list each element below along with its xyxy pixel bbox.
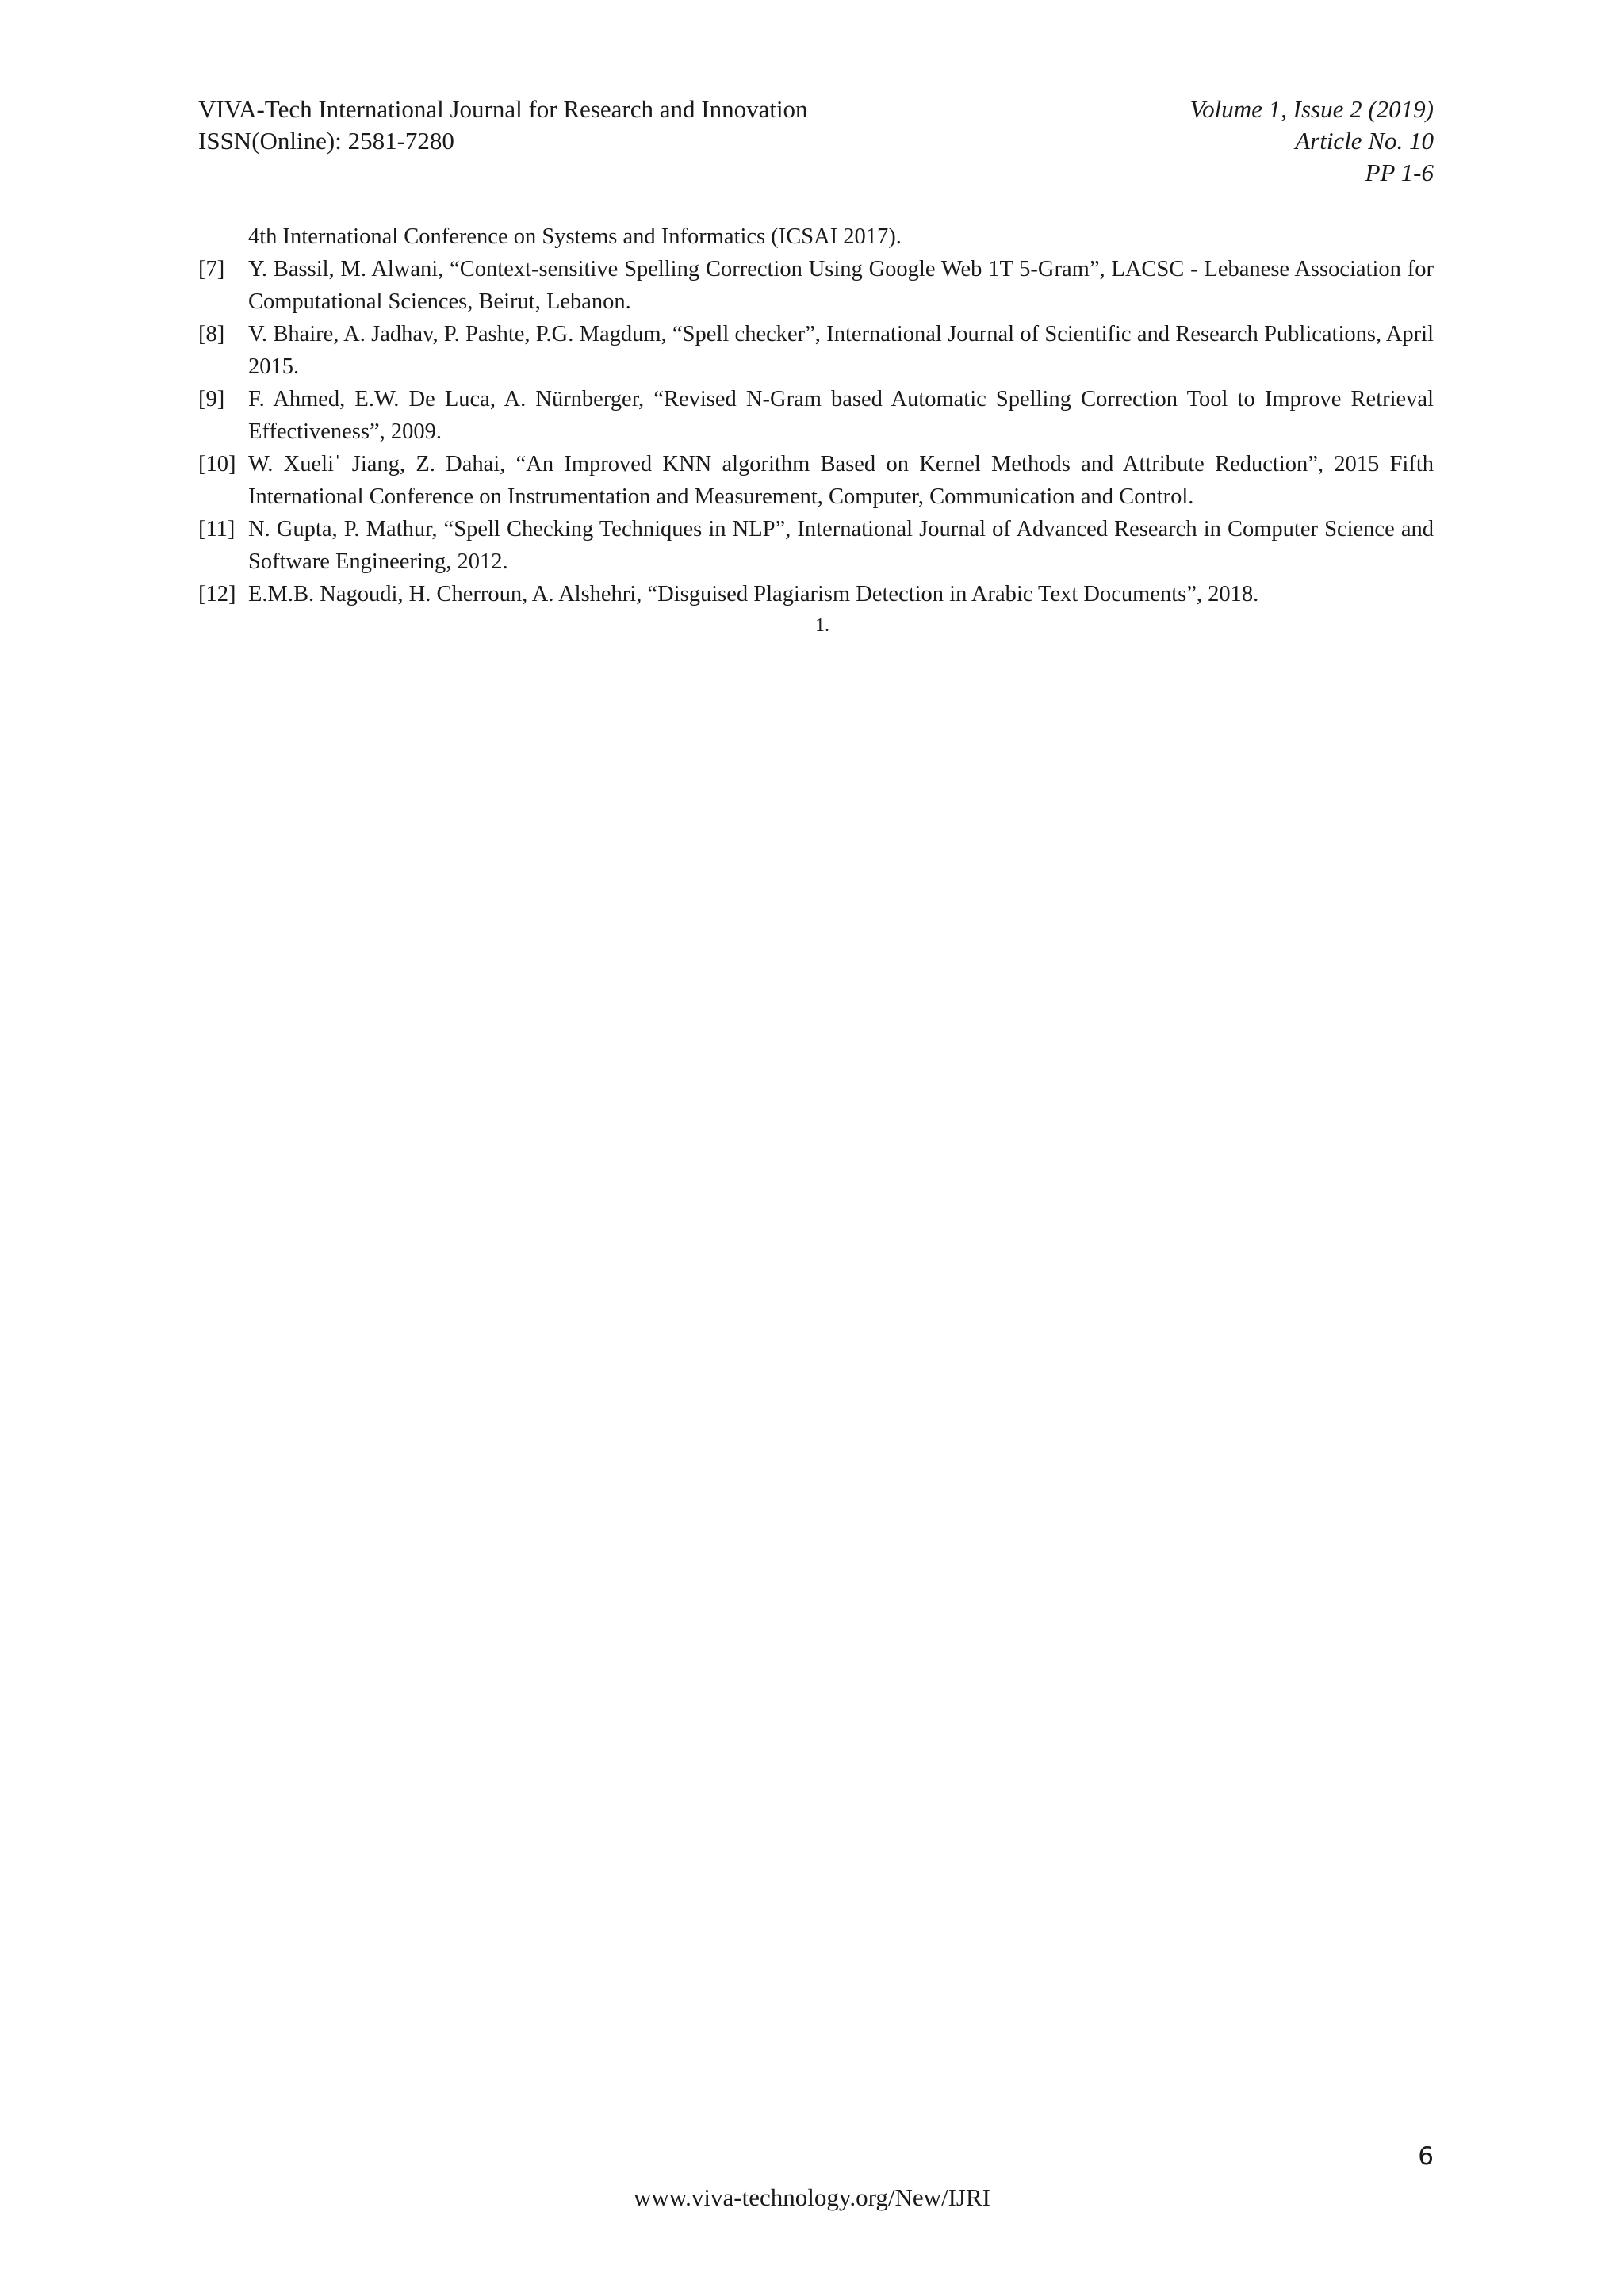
reference-text: Y. Bassil, M. Alwani, “Context-sensitive Spelling Correction Using Google Web 1T 5-Gram”, LACSC - Lebanese Association for Computational Sciences, Beirut, Lebanon. — [248, 257, 1434, 314]
reference-text: N. Gupta, P. Mathur, “Spell Checking Techniques in NLP”, International Journal of Advanced Research in Computer Science and Software Engineering, 2012. — [248, 517, 1434, 574]
reference-number: [7] — [198, 257, 225, 281]
header-right — [1190, 94, 1434, 189]
journal-title: VIVA-Tech International Journal for Research and Innovation — [198, 95, 808, 123]
page-number: 6 — [1418, 2142, 1434, 2171]
stray-list-marker: 1. — [815, 615, 829, 636]
reference-number: [12] — [198, 582, 236, 607]
reference-number: [9] — [198, 387, 225, 411]
article-number: Article No. 10 — [1295, 127, 1434, 155]
reference-text: F. Ahmed, E.W. De Luca, A. Nürnberger, “Revised N-Gram based Automatic Spelling Correction Tool to Improve Retrieval Effectiveness”, 2009. — [248, 387, 1434, 444]
page-range: PP 1-6 — [1365, 159, 1434, 186]
reference-item — [198, 513, 1434, 578]
reference-item — [198, 383, 1434, 448]
reference-continuation: 4th International Conference on Systems and Informatics (ICSAI 2017). — [248, 224, 902, 249]
volume-issue: Volume 1, Issue 2 (2019) — [1189, 95, 1434, 123]
reference-text: E.M.B. Nagoudi, H. Cherroun, A. Alshehri, “Disguised Plagiarism Detection in Arabic Text Documents”, 2018. — [248, 582, 1259, 607]
reference-number: [10] — [198, 452, 236, 476]
reference-number: [8] — [198, 322, 225, 346]
reference-text: V. Bhaire, A. Jadhav, P. Pashte, P.G. Magdum, “Spell checker”, International Journal of Scientific and Research Publications, April 2015. — [248, 322, 1434, 379]
reference-text: W. Xueliˈ Jiang, Z. Dahai, “An Improved KNN algorithm Based on Kernel Methods and Attribute Reduction”, 2015 Fifth International Conference on Instrumentation and Measurement, Computer, Communication and Control. — [248, 452, 1434, 509]
journal-issn: ISSN(Online): 2581-7280 — [198, 127, 454, 155]
reference-list — [198, 220, 1434, 610]
header-left — [198, 94, 808, 157]
reference-item — [198, 318, 1434, 383]
reference-item — [198, 448, 1434, 513]
footer-url: www.viva-technology.org/New/IJRI — [634, 2183, 990, 2211]
reference-number: [11] — [198, 517, 236, 541]
reference-item — [198, 578, 1434, 610]
reference-item — [198, 253, 1434, 318]
